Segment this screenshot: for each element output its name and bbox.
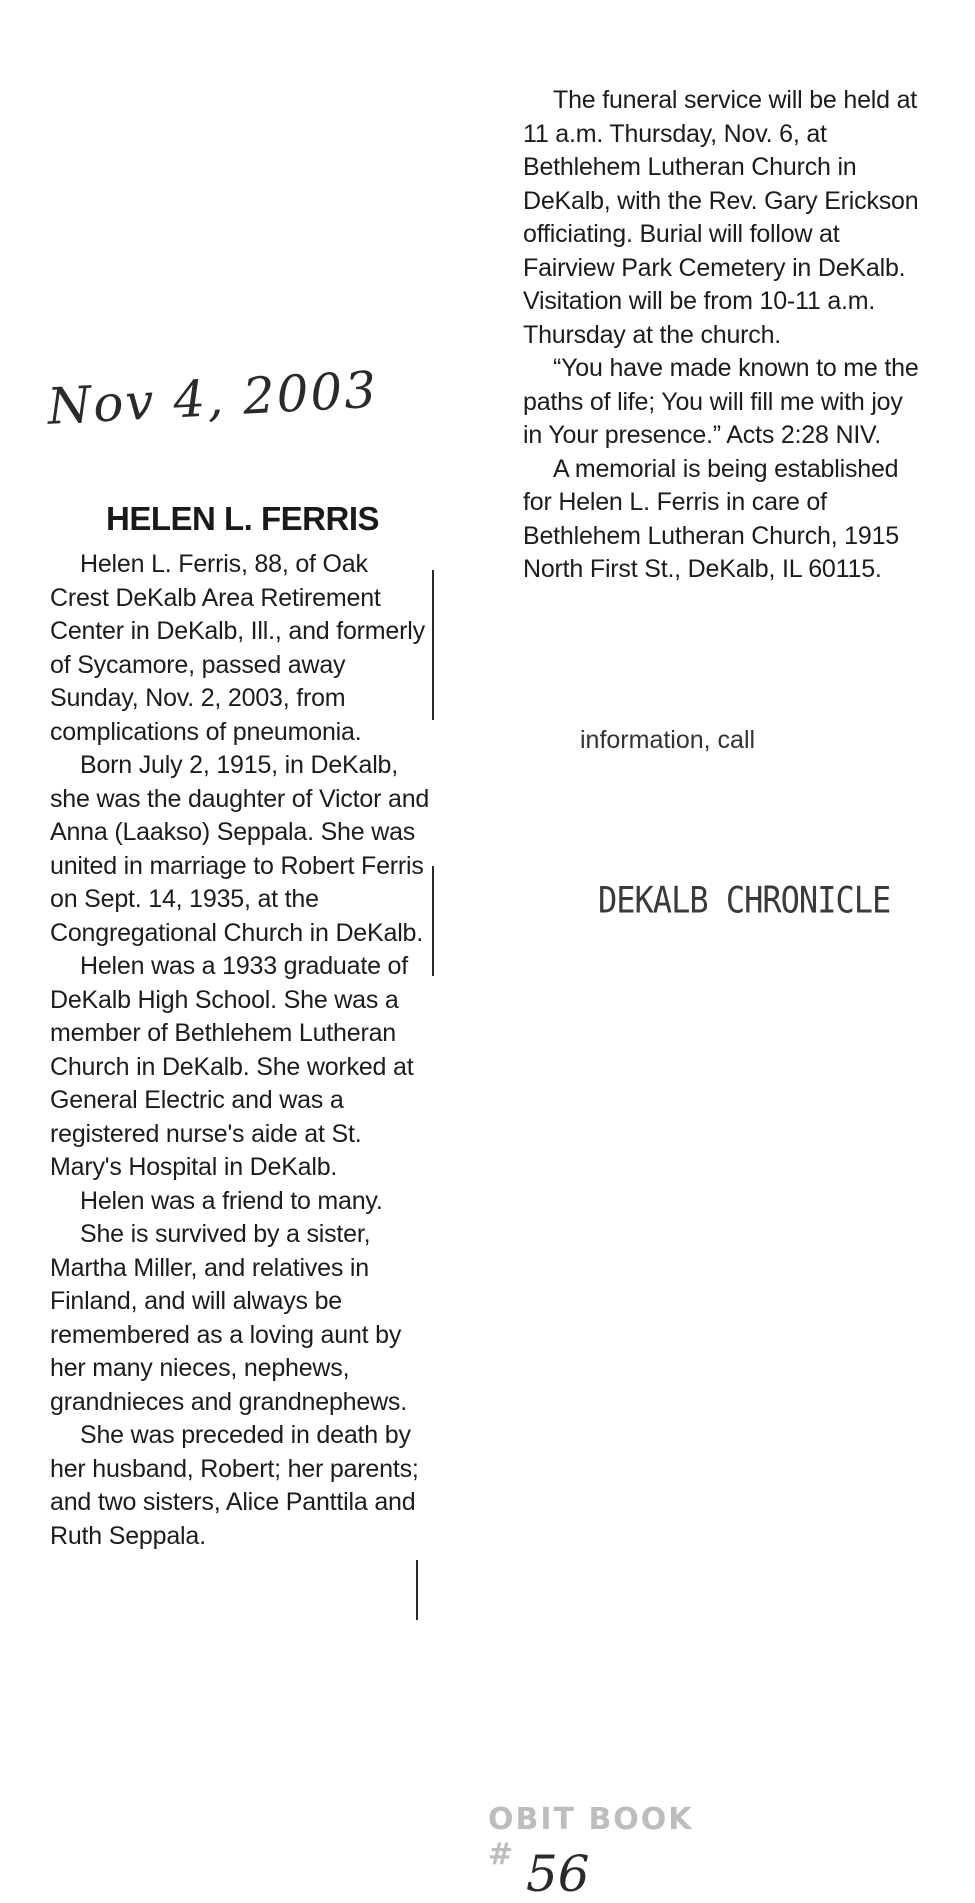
paragraph-birth-marriage: Born July 2, 1915, in DeKalb, she was the daughter of Victor and Anna (Laakso) Seppala. She was united in marriage to Robert Ferris on Sept. 14, 1935, at the Congregational Church in DeKalb.: [50, 751, 430, 947]
obit-book-stamp: [488, 1802, 728, 1872]
obit-book-stamp-text: OBIT BOOK #: [488, 1802, 694, 1872]
column-rule-lower: [416, 1560, 418, 1620]
paragraph-memorial: A memorial is being established for Helen L. Ferris in care of Bethlehem Lutheran Church, 1915 North First St., DeKalb, IL 60115.: [523, 454, 900, 583]
paragraph-education-work: Helen was a 1933 graduate of DeKalb High School. She was a member of Bethlehem Lutheran Church in DeKalb. She worked at General Electric and was a registered nurse's aide at St. Mary's Hospital in DeKalb.: [50, 952, 414, 1181]
paragraph-scripture: “You have made known to me the paths of life; You will fill me with joy in Your presence.” Acts 2:28 NIV.: [523, 354, 919, 449]
column-rule-middle: [432, 866, 434, 976]
right-column: [523, 84, 923, 587]
handwritten-date: Nov 4, 2003: [46, 360, 380, 436]
left-column: [50, 548, 430, 1553]
column-rule-upper: [432, 570, 434, 720]
paragraph-friend: Helen was a friend to many.: [80, 1186, 383, 1215]
paragraph-survivors: She is survived by a sister, Martha Miller, and relatives in Finland, and will always be remembered as a loving aunt by her many nieces, nephews, grandnieces and grandnephews.: [50, 1220, 407, 1416]
paragraph-funeral-service: The funeral service will be held at 11 a.m. Thursday, Nov. 6, at Bethlehem Lutheran Church in DeKalb, with the Rev. Gary Erickson officiating. Burial will follow at Fairview Park Cemetery in DeKalb. Visitation will be from 10-11 a.m. Thursday at the church.: [523, 86, 919, 349]
cutoff-text: information, call: [580, 726, 756, 754]
obit-book-number: 56: [526, 1845, 590, 1903]
source-stamp: DEKALB CHRONICLE: [598, 878, 891, 922]
paragraph-death-notice: Helen L. Ferris, 88, of Oak Crest DeKalb Area Retirement Center in DeKalb, Ill., and formerly of Sycamore, passed away Sunday, Nov. 2, 2003, from complications of pneumonia.: [50, 550, 425, 746]
obituary-headline: HELEN L. FERRIS: [106, 500, 380, 537]
paragraph-preceded: She was preceded in death by her husband, Robert; her parents; and two sisters, Alice Panttila and Ruth Seppala.: [50, 1421, 419, 1550]
cutoff-text-line: [580, 726, 810, 756]
